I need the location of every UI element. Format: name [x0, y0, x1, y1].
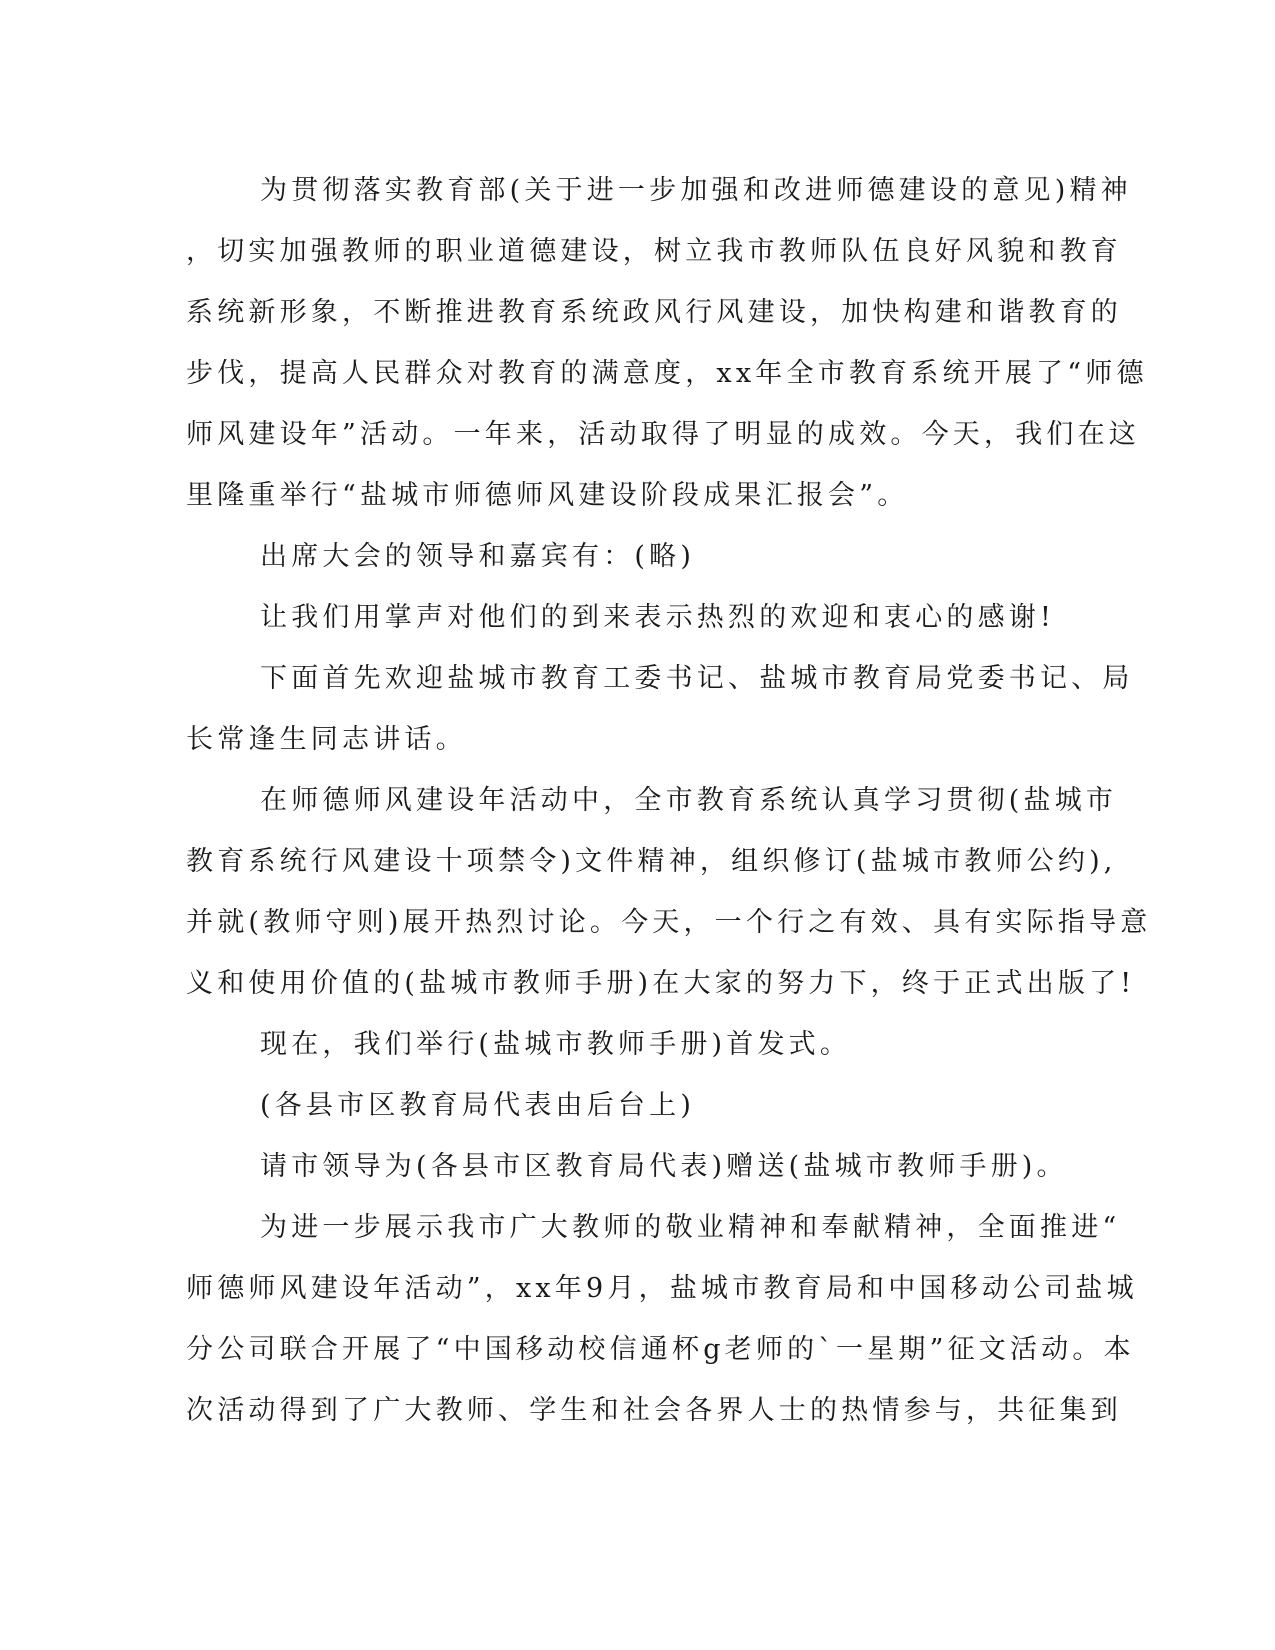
text-line: 教育系统行风建设十项禁令)文件精神，组织修订(盐城市教师公约),	[186, 846, 1117, 877]
text-line: 在师德师风建设年活动中，全市教育系统认真学习贯彻(盐城市	[260, 785, 1118, 816]
text-line: (各县市区教育局代表由后台上)	[260, 1090, 696, 1121]
text-line: 现在，我们举行(盐城市教师手册)首发式。	[260, 1029, 852, 1060]
text-line: 请市领导为(各县市区教育局代表)赠送(盐城市教师手册)。	[260, 1151, 1068, 1182]
text-line: 步伐，提高人民群众对教育的满意度，xx年全市教育系统开展了“师德	[186, 358, 1148, 389]
text-line: 分公司联合开展了“中国移动校信通杯g老师的`一星期”征文活动。本	[186, 1334, 1135, 1365]
text-line: 师德师风建设年活动”，xx年9月，盐城市教育局和中国移动公司盐城	[186, 1273, 1138, 1304]
text-line: ，切实加强教师的职业道德建设，树立我市教师队伍良好风貌和教育	[186, 236, 1122, 267]
text-line: 出席大会的领导和嘉宾有：(略)	[260, 541, 696, 572]
document-body	[186, 160, 1152, 1441]
text-line: 为进一步展示我市广大教师的敬业精神和奉献精神，全面推进“	[260, 1212, 1121, 1243]
text-line: 下面首先欢迎盐城市教育工委书记、盐城市教育局党委书记、局	[260, 663, 1134, 694]
text-line: 师风建设年”活动。一年来，活动取得了明显的成效。今天，我们在这	[186, 419, 1141, 450]
text-line: 让我们用掌声对他们的到来表示热烈的欢迎和衷心的感谢!	[260, 602, 1056, 633]
text-line: 系统新形象，不断推进教育系统政风行风建设，加快构建和谐教育的	[186, 297, 1122, 328]
text-line: 并就(教师守则)展开热烈讨论。今天，一个行之有效、具有实际指导意	[186, 907, 1152, 938]
text-line: 次活动得到了广大教师、学生和社会各界人士的热情参与，共征集到	[186, 1395, 1122, 1426]
text-line: 里隆重举行“盐城市师德师风建设阶段成果汇报会”。	[186, 480, 909, 511]
text-line: 义和使用价值的(盐城市教师手册)在大家的努力下，终于正式出版了!	[186, 968, 1136, 999]
text-line: 为贯彻落实教育部(关于进一步加强和改进师德建设的意见)精神	[260, 175, 1132, 206]
text-line: 长常逢生同志讲话。	[186, 724, 467, 755]
